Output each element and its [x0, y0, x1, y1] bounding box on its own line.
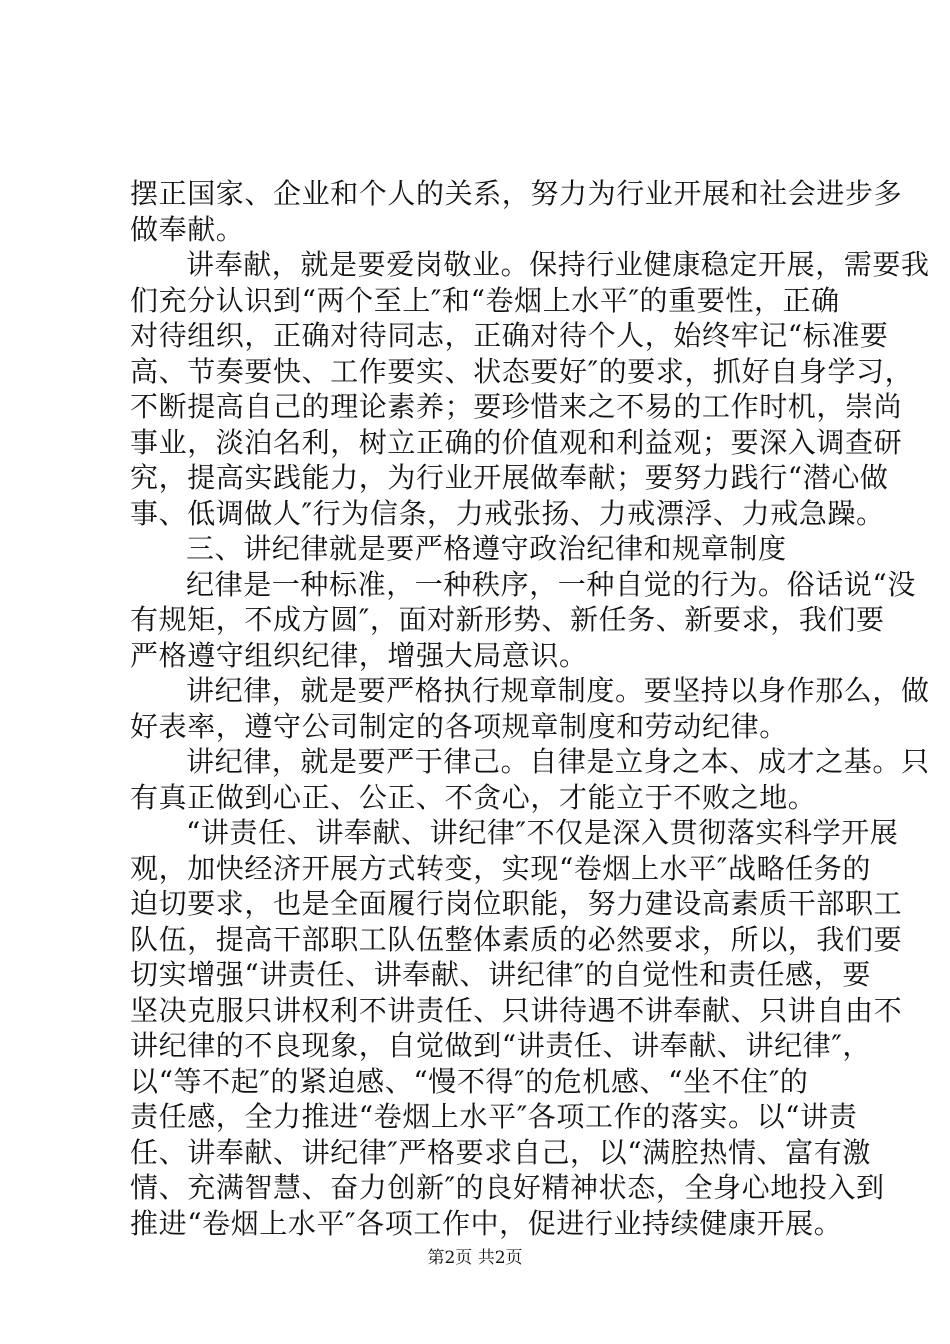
text-line: 讲纪律的不良现象，自觉做到“讲责任、讲奉献、讲纪律″， — [130, 1029, 871, 1062]
text-line: 观，加快经济开展方式转变，实现“卷烟上水平″战略任务的 — [130, 851, 871, 885]
text-line: 好表率，遵守公司制定的各项规章制度和劳动纪律。 — [130, 709, 788, 743]
text-line: 事、低调做人″行为信条，力戒张扬、力戒漂浮、力戒急躁。 — [130, 496, 885, 530]
text-line: 任、讲奉献、讲纪律″严格要求自己，以“满腔热情、富有激 — [130, 1135, 871, 1169]
paragraph — [130, 673, 930, 744]
text-line: “讲责任、讲奉献、讲纪律″不仅是深入贯彻落实科学开展 — [186, 816, 899, 849]
paragraph — [130, 744, 930, 815]
text-line: 推进“卷烟上水平″各项工作中，促进行业持续健康开展。 — [130, 1206, 843, 1240]
text-line: 迫切要求，也是全面履行岗位职能，努力建设高素质干部职工 — [130, 887, 903, 920]
text-line: 切实增强“讲责任、讲奉献、讲纪律″的自觉性和责任感，要 — [130, 958, 871, 991]
text-line: 对待组织，正确对待同志，正确对待个人，始终牢记“标准要 — [130, 319, 889, 352]
text-line: 讲奉献，就是要爱岗敬业。保持行业健康稳定开展，需要我 — [186, 248, 930, 281]
text-line: 坚决克服只讲权利不讲责任、只讲待遇不讲奉献、只讲自由不 — [130, 993, 903, 1027]
text-line: 严格遵守组织纪律，增强大局意识。 — [130, 638, 588, 672]
paragraph — [130, 247, 930, 531]
text-line: 以“等不起″的紧迫感、“慢不得″的危机感、“坐不住″的 — [130, 1064, 809, 1098]
text-line: 情、充满智慧、奋力创新″的良好精神状态，全身心地投入到 — [130, 1171, 885, 1204]
document-body — [130, 176, 930, 1241]
paragraph — [130, 567, 916, 674]
text-line: 队伍，提高干部职工队伍整体素质的必然要求，所以，我们要 — [130, 922, 903, 956]
text-line: 纪律是一种标准，一种秩序，一种自觉的行为。俗话说“没 — [186, 567, 916, 601]
text-line: 三、讲纪律就是要严格遵守政治纪律和规章制度 — [186, 532, 787, 565]
text-line: 事业，淡泊名利，树立正确的价值观和利益观；要深入调查研 — [130, 425, 903, 459]
paragraph — [130, 176, 903, 247]
text-line: 摆正国家、企业和个人的关系，努力为行业开展和社会进步多 — [130, 177, 903, 210]
text-line: 有真正做到心正、公正、不贪心，才能立于不败之地。 — [130, 780, 817, 814]
text-line: 不断提高自己的理论素养；要珍惜来之不易的工作时机，崇尚 — [130, 390, 903, 423]
text-line: 讲纪律，就是要严于律己。自律是立身之本、成才之基。只 — [186, 745, 930, 778]
text-line: 讲纪律，就是要严格执行规章制度。要坚持以身作那么，做 — [186, 674, 930, 707]
paragraph — [130, 815, 903, 1241]
text-line: 有规矩，不成方圆″，面对新形势、新任务、新要求，我们要 — [130, 603, 885, 636]
paragraph — [130, 531, 830, 567]
text-line: 们充分认识到“两个至上″和“卷烟上水平″的重要性，正确 — [130, 283, 840, 317]
text-line: 究，提高实践能力，为行业开展做奉献；要努力践行“潜心做 — [130, 461, 889, 494]
text-line: 责任感，全力推进“卷烟上水平″各项工作的落实。以“讲责 — [130, 1100, 858, 1133]
page-number-footer: 第2页 共2页 — [427, 1248, 523, 1268]
text-line: 高、节奏要快、工作要实、状态要好″的要求，抓好自身学习， — [130, 354, 914, 388]
text-line: 做奉献。 — [130, 212, 245, 246]
